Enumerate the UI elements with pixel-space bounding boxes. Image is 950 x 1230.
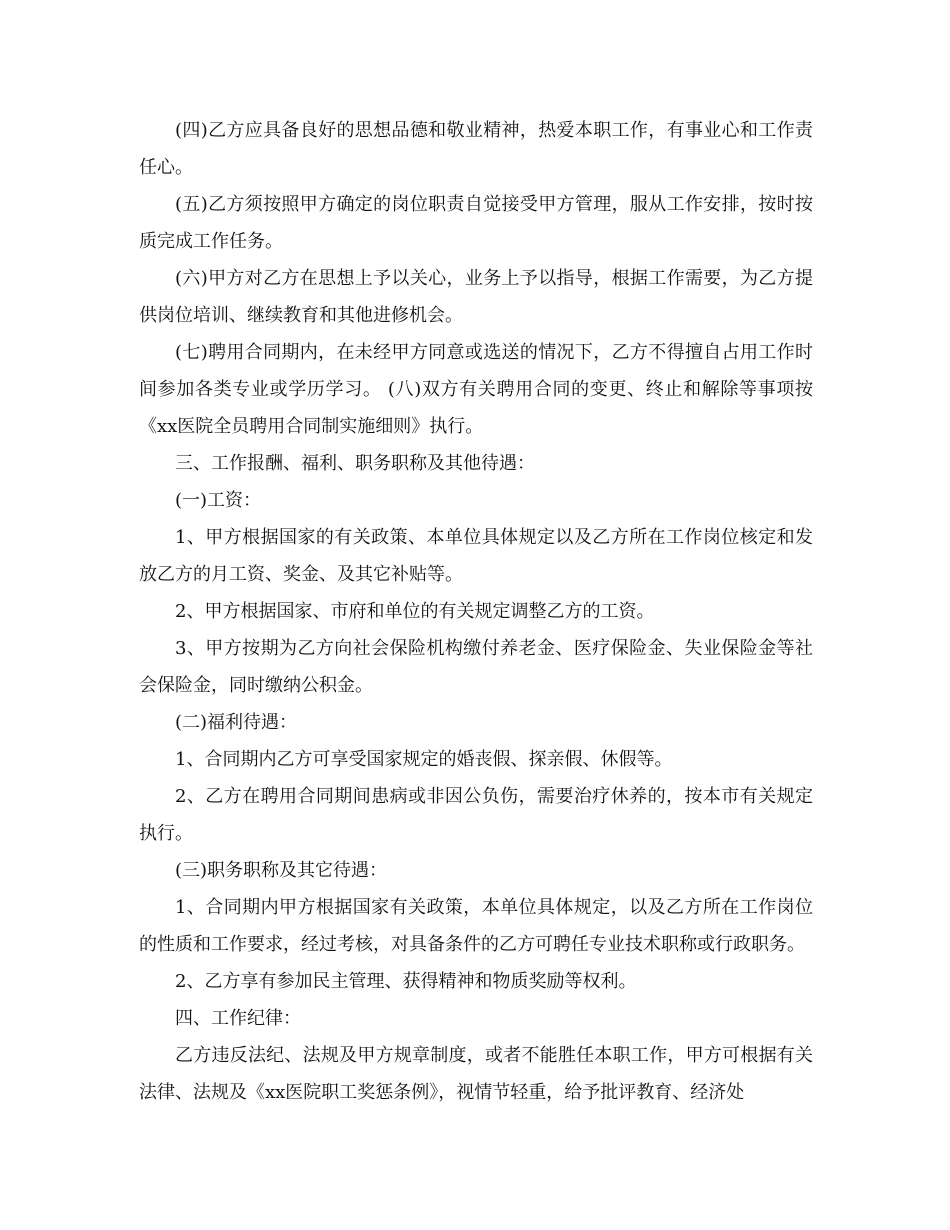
paragraph-welfare-2: 2、乙方在聘用合同期间患病或非因公负伤，需要治疗休养的，按本市有关规定执行。 xyxy=(139,786,813,844)
paragraph-welfare-1: 1、合同期内乙方可享受国家规定的婚丧假、探亲假、休假等。 xyxy=(175,749,673,770)
paragraph-salary-1: 1、甲方根据国家的有关政策、本单位具体规定以及乙方所在工作岗位核定和发放乙方的月工资、奖金、及其它补贴等。 xyxy=(139,527,813,585)
subheading-welfare: (二)福利待遇： xyxy=(175,712,298,733)
subheading-salary: (一)工资： xyxy=(175,490,262,511)
paragraph-duty-6: (六)甲方对乙方在思想上予以关心，业务上予以指导，根据工作需要，为乙方提供岗位培训、继续教育和其他进修机会。 xyxy=(139,268,813,326)
paragraph-duty-7-8: (七)聘用合同期内，在未经甲方同意或选送的情况下，乙方不得擅自占用工作时间参加各类专业或学历学习。 (八)双方有关聘用合同的变更、终止和解除等事项按《xx医院全员聘用合同制实施细则》执行。 xyxy=(139,342,813,437)
subheading-title-treatment: (三)职务职称及其它待遇： xyxy=(175,860,388,881)
paragraph-duty-4: (四)乙方应具备良好的思想品德和敬业精神，热爱本职工作，有事业心和工作责任心。 xyxy=(139,120,813,178)
paragraph-discipline: 乙方违反法纪、法规及甲方规章制度，或者不能胜任本职工作，甲方可根据有关法律、法规及《xx医院职工奖惩条例》，视情节轻重，给予批评教育、经济处 xyxy=(139,1045,813,1103)
paragraph-salary-2: 2、甲方根据国家、市府和单位的有关规定调整乙方的工资。 xyxy=(175,601,655,622)
paragraph-duty-5: (五)乙方须按照甲方确定的岗位职责自觉接受甲方管理，服从工作安排，按时按质完成工作任务。 xyxy=(139,194,813,252)
section-heading-compensation: 三、工作报酬、福利、职务职称及其他待遇： xyxy=(175,453,535,474)
document-body xyxy=(139,112,813,1111)
paragraph-title-1: 1、合同期内甲方根据国家有关政策，本单位具体规定，以及乙方所在工作岗位的性质和工作要求，经过考核，对具备条件的乙方可聘任专业技术职称或行政职务。 xyxy=(139,897,813,955)
paragraph-title-2: 2、乙方享有参加民主管理、获得精神和物质奖励等权利。 xyxy=(175,971,637,992)
section-heading-discipline: 四、工作纪律： xyxy=(175,1008,301,1029)
paragraph-salary-3: 3、甲方按期为乙方向社会保险机构缴付养老金、医疗保险金、失业保险金等社会保险金，同时缴纳公积金。 xyxy=(139,638,813,696)
